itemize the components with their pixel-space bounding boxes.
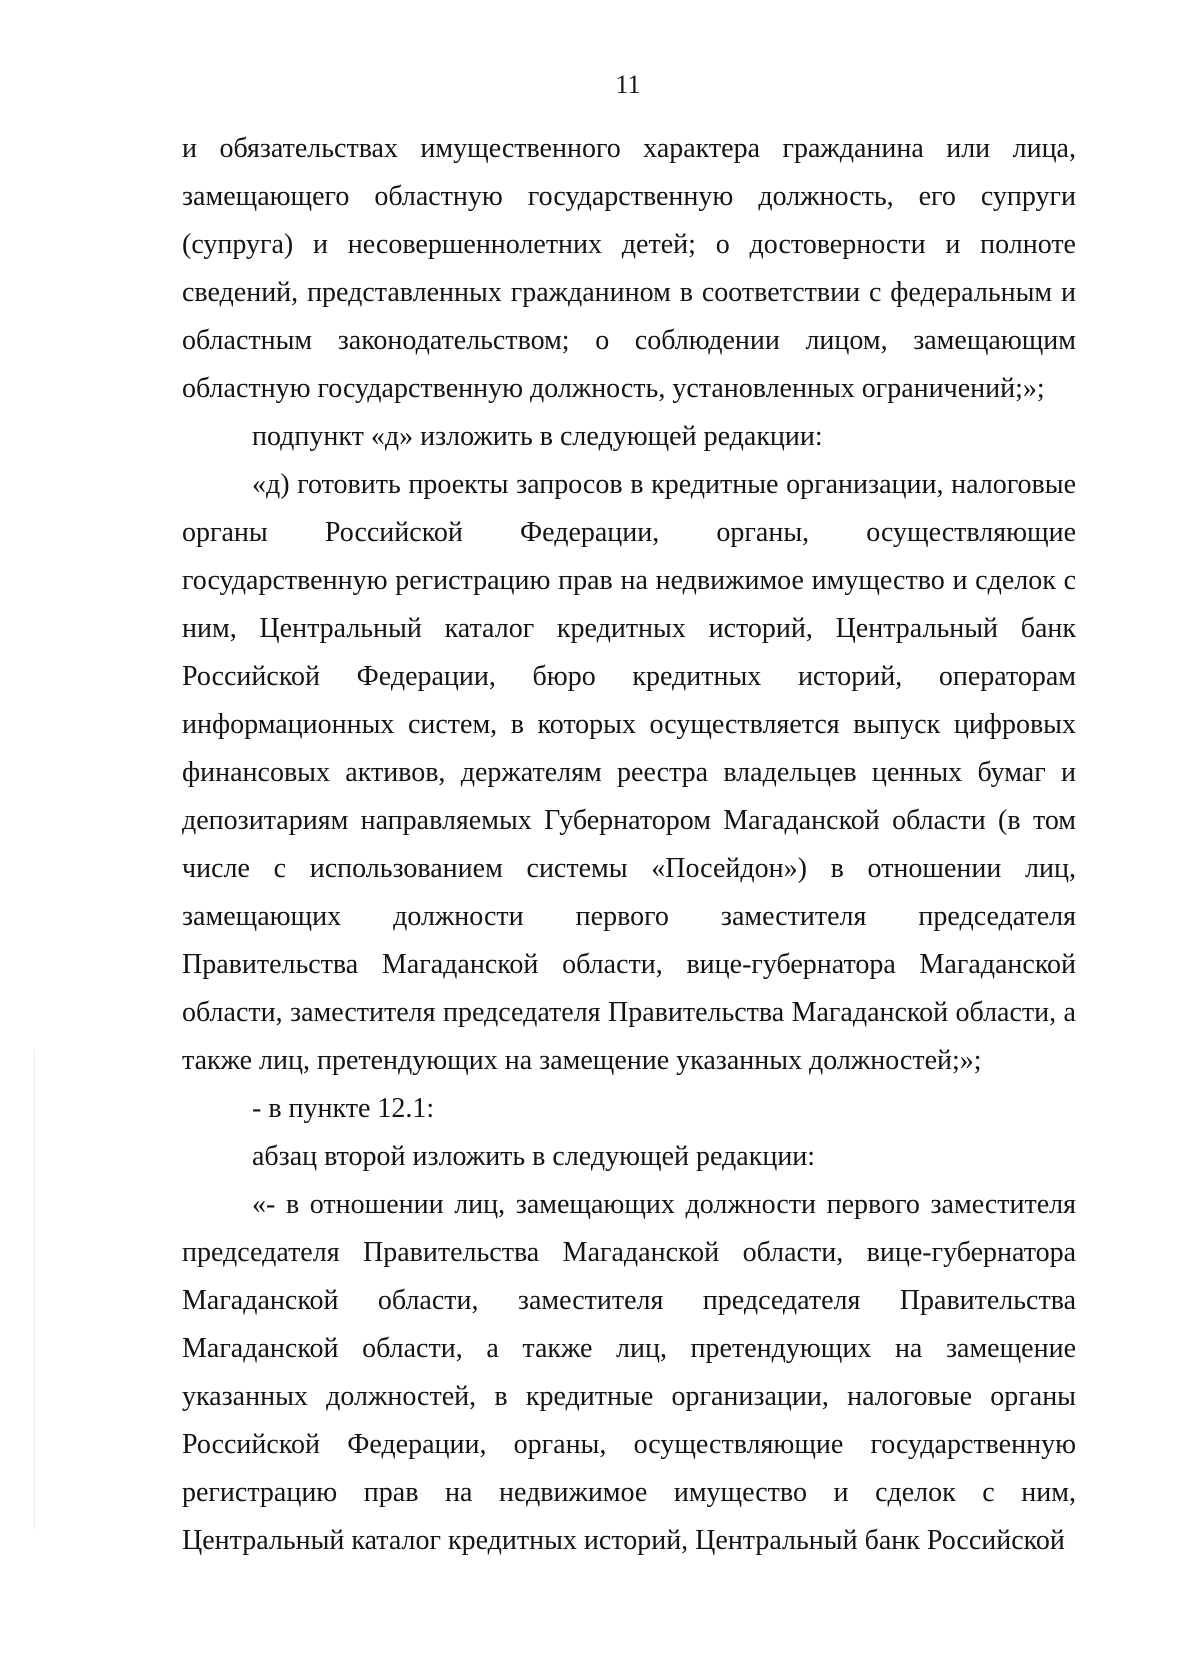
paragraph-2: подпункт «д» изложить в следующей редакции:: [252, 421, 823, 452]
paragraph-6: «- в отношении лиц, замещающих должности первого заместителя председателя Правительства Магаданской области, вице-губернатора Магаданской области, заместителя председателя Правительства Магаданской области, а также лиц, претендующих на замещение указанных должностей, в кредитные организации, налоговые органы Российской Федерации, органы, осуществляющие государственную регистрацию прав на недвижимое имущество и сделок с ним, Центральный каталог кредитных историй, Центральный банк Российской: [182, 1189, 1076, 1556]
scan-margin-line: [34, 1050, 35, 1530]
page-number: 11: [615, 70, 641, 99]
document-body: [182, 125, 1076, 1565]
paragraph-4: - в пункте 12.1:: [252, 1093, 435, 1124]
paragraph-3: «д) готовить проекты запросов в кредитные организации, налоговые органы Российской Федерации, органы, осуществляющие государственную регистрацию прав на недвижимое имущество и сделок с ним, Центральный каталог кредитных историй, Центральный банк Российской Федерации, бюро кредитных историй, операторам информационных систем, в которых осуществляется выпуск цифровых финансовых активов, держателям реестра владельцев ценных бумаг и депозитариям направляемых Губернатором Магаданской области (в том числе с использованием системы «Посейдон») в отношении лиц, замещающих должности первого заместителя председателя Правительства Магаданской области, вице-губернатора Магаданской области, заместителя председателя Правительства Магаданской области, а также лиц, претендующих на замещение указанных должностей;»;: [182, 469, 1076, 1076]
paragraph-1: и обязательствах имущественного характера гражданина или лица, замещающего областную государственную должность, его супруги (супруга) и несовершеннолетних детей; о достоверности и полноте сведений, представленных гражданином в соответствии с федеральным и областным законодательством; о соблюдении лицом, замещающим областную государственную должность, установленных ограничений;»;: [182, 133, 1076, 404]
paragraph-5: абзац второй изложить в следующей редакции:: [252, 1141, 816, 1172]
